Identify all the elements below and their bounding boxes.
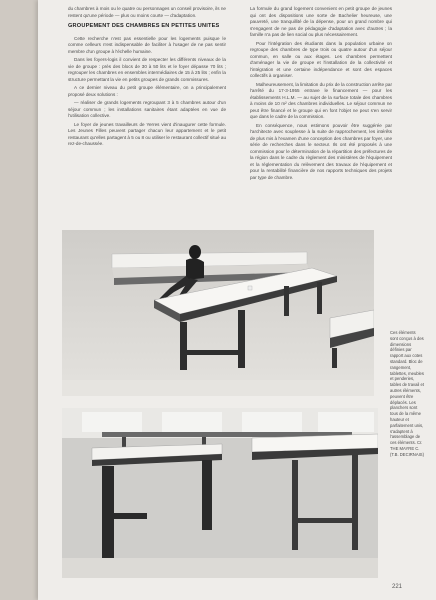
tables-photo-illustration [62, 408, 378, 578]
photo-caption: Ces éléments sont conçus à des dimensions définies par rapport aux cotes standard. Bloc de rangement, tablettes, meubles et penderies, tables de travail et autres éléments, peuvent être déplacés. Les planchers sont tous de la même hauteur et parfaitement unis, s'adaptent à l'assemblage de ces éléments. Cr. THE MAYRE C. (T.B. DECIRNAIS) [390, 330, 424, 457]
left-paragraph-4: — réaliser de grands logements regroupant 3 à 5 chambres autour d'un séjour commun ; les installations sanitaires étant adaptées en vue de l'utilisation collective. [68, 100, 226, 118]
left-text-column [68, 6, 226, 150]
right-text-column [250, 6, 392, 183]
right-paragraph-3: Malheureusement, la limitation du prix de la construction arrête par l'arrêté du 17-3-1955 entrave le financement — pour les établissements H.L.M. — au sujet de la surface totale des chambres à moins de 10 m² des chambres individuelles. Le séjour commun ne peut être financé et le groupe qui en font l'objet ne peut s'en servir que dans le cadre de la commission. [250, 81, 392, 119]
top-left-paragraph: du chambres à mois ou le quatre ou personnages un conseil provisoire, ils ne restent qu'une période — plus ou moins courte — d'adaptation. [68, 6, 226, 18]
furniture-photo-bench [62, 230, 374, 396]
page-number: 221 [392, 584, 403, 590]
bench-photo-illustration [62, 230, 374, 396]
right-paragraph-4: En conséquence, nous estimons pouvoir être suggérée par l'architecte avec souplesse à la suite de rapprochement, les intérêts de plus mis à l'examen d'une conception des chambres par foyer, une série de recherches dans le secteur. Ils ont été proposés à une commission pour le détermination de la répartition des préfectures de la région dans le cadre du règlement des ministères de l'équipement et la réglementation du relèvement des travaux de l'équipement et pour la rentabilité financière de nos rapports techniques des projets par type de chambre. [250, 122, 392, 180]
left-paragraph-1: Cette recherche n'est pas essentielle pour les logements puisque le comme celleurs n'est indispensable de faciliter à l'usager de ne pas sentir membre d'un groupe à l'échelle humaine. [68, 35, 226, 54]
right-paragraph-1: La formule du grand logement convenient en petit groupe de jeunes qui ont des dispositions une sorte de Bachelier heureuse, une pauvreté, une tranquillité de la dépense, pour un grand nombre qui s'engagent de ne pas de pédagogie d'adaptation avec d'autres ; la famille n'a pas de lien social ou plus nécessairement. [250, 6, 392, 37]
furniture-photo-tables [62, 408, 378, 578]
document-page [38, 0, 436, 600]
right-paragraph-2: Pour l'intégration des étudiants dans la population urbaine on regroupe des chambres de type trois ou quatre autour d'un séjour commun, en salle ou aux étages. Les chambres permettent d'aménager la vie de groupe et l'installation de la collectivité et l'intégration et une certaine indépendance et sont des espaces collectifs à organiser. [250, 40, 392, 78]
left-paragraph-3: A ce dernier niveau du petit groupe élémentaire, on a principalement proposé deux solutions : [68, 85, 226, 97]
left-paragraph-5: Le foyer de jeunes travailleurs de Yerres vient d'inaugurer cette formule. Les Jeunes Filles peuvent partager chacun leur appartement et le petit restaurant qu'elles partagent à 5 ou 8 ou utiliser le restaurant collectif situé au rez-de-chaussée. [68, 121, 226, 146]
section-heading: GROUPEMENT DES CHAMBRES EN PETITES UNITES [68, 23, 220, 29]
left-paragraph-2: Dans les foyers-logis il convient de respecter les différents niveaux de la vie de groupe : près des blocs de 30 à 50 lits et le foyer dépasse 70 lits ; regrouper les chambres en ensembles intermédiaires de 15 à 25 lits ; enfin la structure permettant la vie en petits groupes de grands commissures. [68, 57, 226, 82]
